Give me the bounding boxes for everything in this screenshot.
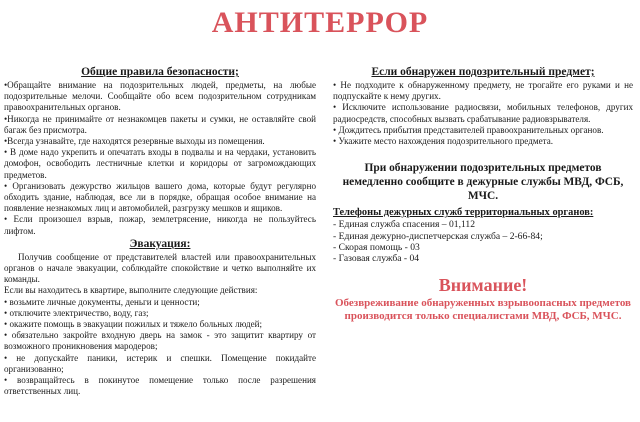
suspicious-item: • Не подходите к обнаруженному предмету, не трогайте его руками и не подпускайте к нему других. (333, 80, 633, 102)
warning-text: Обезвреживание обнаруженных взрывоопасных предметов производится только специалистами МВД, ФСБ, МЧС. (335, 296, 631, 322)
general-rule-item: • В доме надо укрепить и опечатать входы в подвалы и на чердаки, установить домофон, освободить лестничные клетки и коридоры от загромождающих предметов. (4, 147, 316, 180)
phone-item: - Газовая служба - 04 (333, 253, 420, 265)
phone-item: - Скорая помощь - 03 (333, 242, 420, 254)
phone-item: - Единая служба спасения – 01,112 (333, 219, 476, 231)
general-rules-heading: Общие правила безопасности; (81, 66, 239, 78)
evacuation-item: • окажите помощь в эвакуации пожилых и тяжело больных людей; (4, 319, 263, 330)
phone-item: - Единая дежурно-диспетчерская служба – 2-66-84; (333, 230, 543, 242)
right-column (333, 66, 633, 323)
evacuation-item: • не допускайте паники, истерик и спешки. Помещение покидайте организованно; (4, 352, 316, 374)
general-rule-item: •Всегда узнавайте, где находятся резервные выходы из помещения. (4, 136, 265, 147)
phones-heading: Телефоны дежурных служб территориальных органов: (333, 207, 594, 219)
warning-heading: Внимание! (438, 274, 528, 295)
general-rule-item: • Если произошел взрыв, пожар, землетрясение, никогда не пользуйтесь лифтом. (4, 214, 316, 236)
report-notice: При обнаружении подозрительных предметов немедленно сообщите в дежурные службы МВД, ФСБ, МЧС. (342, 162, 624, 203)
evacuation-subheading: Если вы находитесь в квартире, выполните следующие действия: (4, 285, 258, 296)
suspicious-item: • Дождитесь прибытия представителей правоохранительных органов. (333, 124, 604, 135)
evacuation-heading: Эвакуация: (129, 237, 191, 250)
general-rule-item: •Обращайте внимание на подозрительных людей, предметы, на любые подозрительные мелочи. Сообщайте обо всем подозрительном сотрудникам правоохранительных органов. (4, 80, 316, 113)
general-rule-item: • Организовать дежурство жильцов вашего дома, которые будут регулярно обходить здание, наблюдая, все ли в порядке, обращая особое внимание на появление незнакомых лиц и автомобилей, разгрузку мешков и ящиков. (4, 180, 316, 214)
left-column (4, 66, 316, 397)
page-title: АНТИТЕРРОР (211, 6, 429, 39)
suspicious-item: • Укажите место нахождения подозрительного предмета. (333, 136, 554, 147)
evacuation-intro: Получив сообщение от представителей властей или правоохранительных органов о начале эвакуации, соблюдайте спокойствие и четко выполняйте их команды. (4, 251, 316, 285)
evacuation-item: • отключите электричество, воду, газ; (4, 307, 149, 318)
suspicious-object-heading: Если обнаружен подозрительный предмет; (371, 66, 595, 78)
general-rule-item: •Никогда не принимайте от незнакомцев пакеты и сумки, не оставляйте свой багаж без присмотра. (4, 113, 316, 135)
suspicious-item: • Исключите использование радиосвязи, мобильных телефонов, других радиосредств, способных вызвать срабатывание радиовзрывателя. (333, 102, 633, 124)
evacuation-item: • возвращайтесь в покинутое помещение только после разрешения ответственных лиц. (4, 375, 316, 397)
evacuation-item: • возьмите личные документы, деньги и ценности; (4, 296, 200, 307)
evacuation-item: • обязательно закройте входную дверь на замок - это защитит квартиру от возможного проникновения мародеров; (4, 330, 316, 352)
